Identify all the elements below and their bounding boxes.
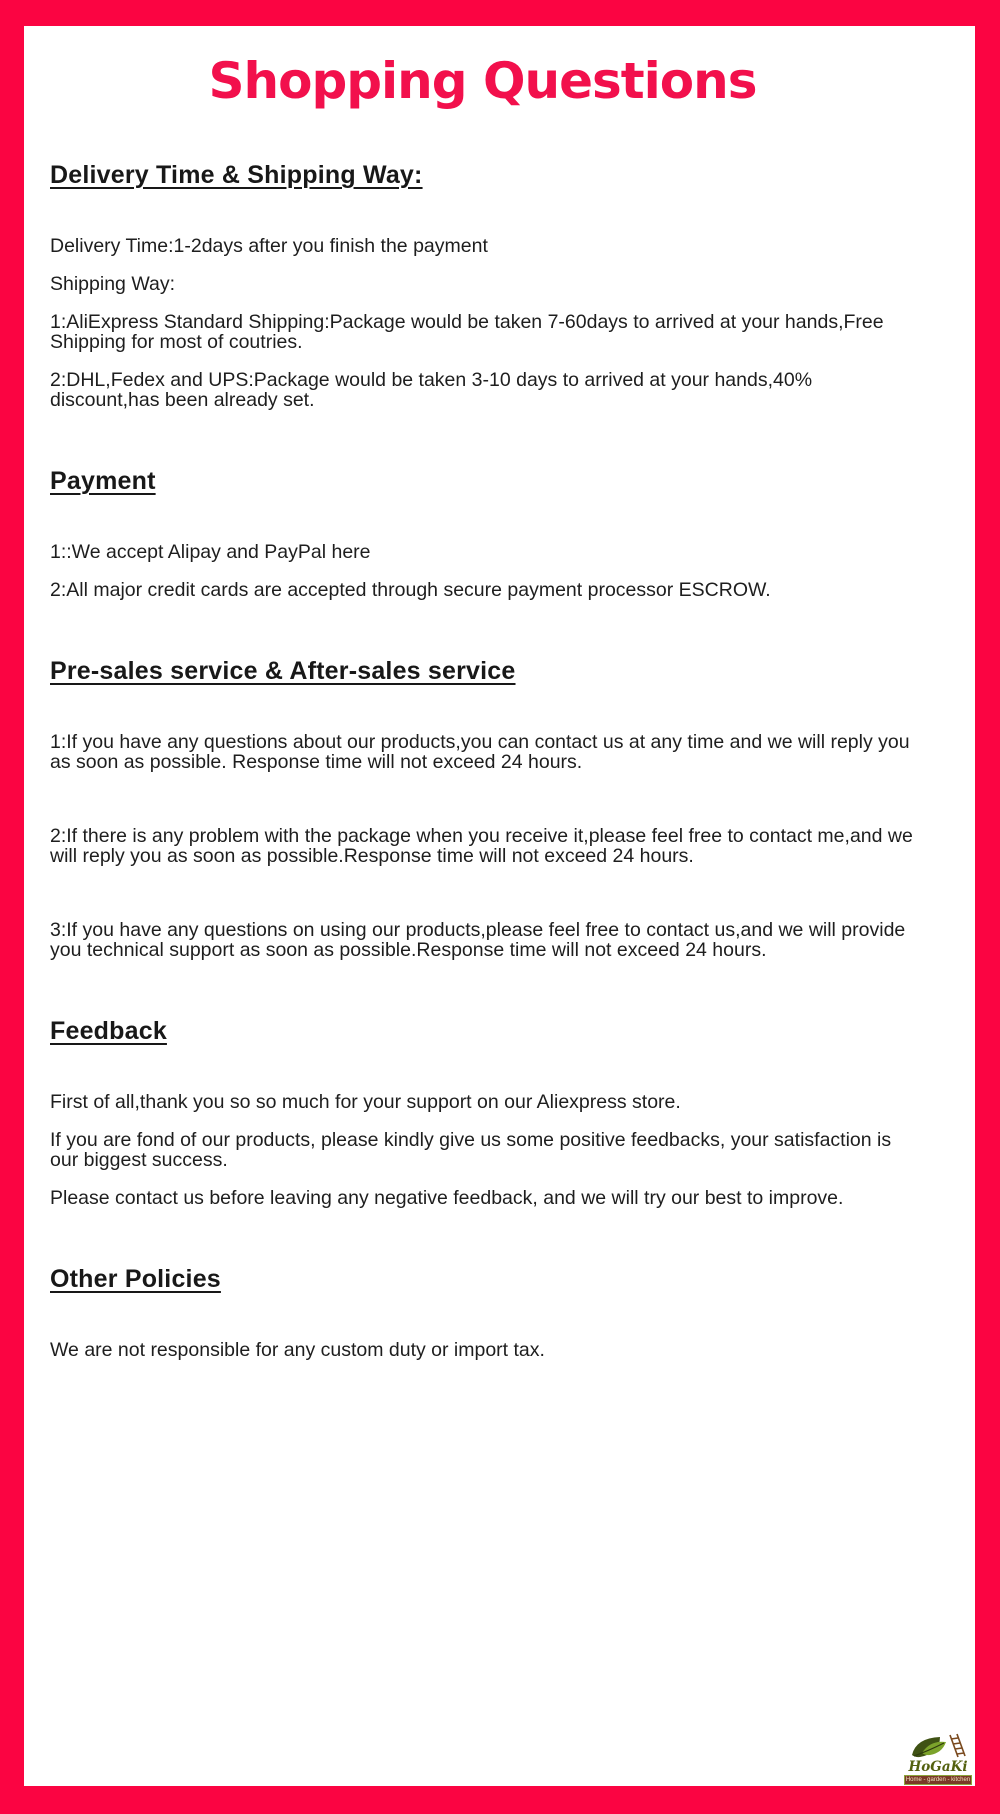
content-area: [24, 50, 975, 1810]
paragraph: 2:If there is any problem with the package when you receive it,please feel free to contact me,and we will reply you as soon as possible.Response time will not exceed 24 hours.: [50, 825, 913, 867]
section-presales-aftersales: [50, 654, 915, 960]
section-heading: Other Policies: [50, 1265, 221, 1293]
section-other-policies: [50, 1262, 915, 1360]
paragraph: We are not responsible for any custom duty or import tax.: [50, 1339, 545, 1361]
section-feedback: [50, 1014, 915, 1208]
paragraph: 3:If you have any questions on using our products,please feel free to contact us,and we will provide you technical support as soon as possible.Response time will not exceed 24 hours.: [50, 919, 906, 961]
store-logo: [904, 1733, 972, 1786]
section-payment: [50, 464, 915, 600]
leaf-icon: [908, 1733, 968, 1763]
paragraph: 1:AliExpress Standard Shipping:Package would be taken 7-60days to arrived at your hands,Free Shipping for most of coutries.: [50, 311, 884, 353]
section-heading: Pre-sales service & After-sales service: [50, 657, 516, 685]
paragraph: If you are fond of our products, please kindly give us some positive feedbacks, your satisfaction is our biggest success.: [50, 1129, 892, 1171]
paragraph: First of all,thank you so so much for your support on our Aliexpress store.: [50, 1091, 681, 1113]
logo-tagline: Home - garden - kitchen: [905, 1777, 971, 1783]
logo-name: HoGaKi: [908, 1758, 968, 1775]
paragraph: 2:All major credit cards are accepted through secure payment processor ESCROW.: [50, 579, 771, 601]
paragraph: Delivery Time:1-2days after you finish the payment: [50, 235, 488, 257]
paragraph: 1:If you have any questions about our products,you can contact us at any time and we will reply you as soon as possible. Response time will not exceed 24 hours.: [50, 731, 910, 773]
section-heading: Feedback: [50, 1017, 167, 1045]
paragraph: 1::We accept Alipay and PayPal here: [50, 541, 371, 563]
section-heading: Delivery Time & Shipping Way:: [50, 161, 423, 189]
paragraph: 2:DHL,Fedex and UPS:Package would be taken 3-10 days to arrived at your hands,40% discount,has been already set.: [50, 369, 813, 411]
paragraph: Please contact us before leaving any negative feedback, and we will try our best to improve.: [50, 1187, 844, 1209]
section-delivery: [50, 158, 915, 410]
page-title: Shopping Questions: [208, 52, 757, 110]
section-heading: Payment: [50, 467, 156, 495]
paragraph: Shipping Way:: [50, 273, 176, 295]
